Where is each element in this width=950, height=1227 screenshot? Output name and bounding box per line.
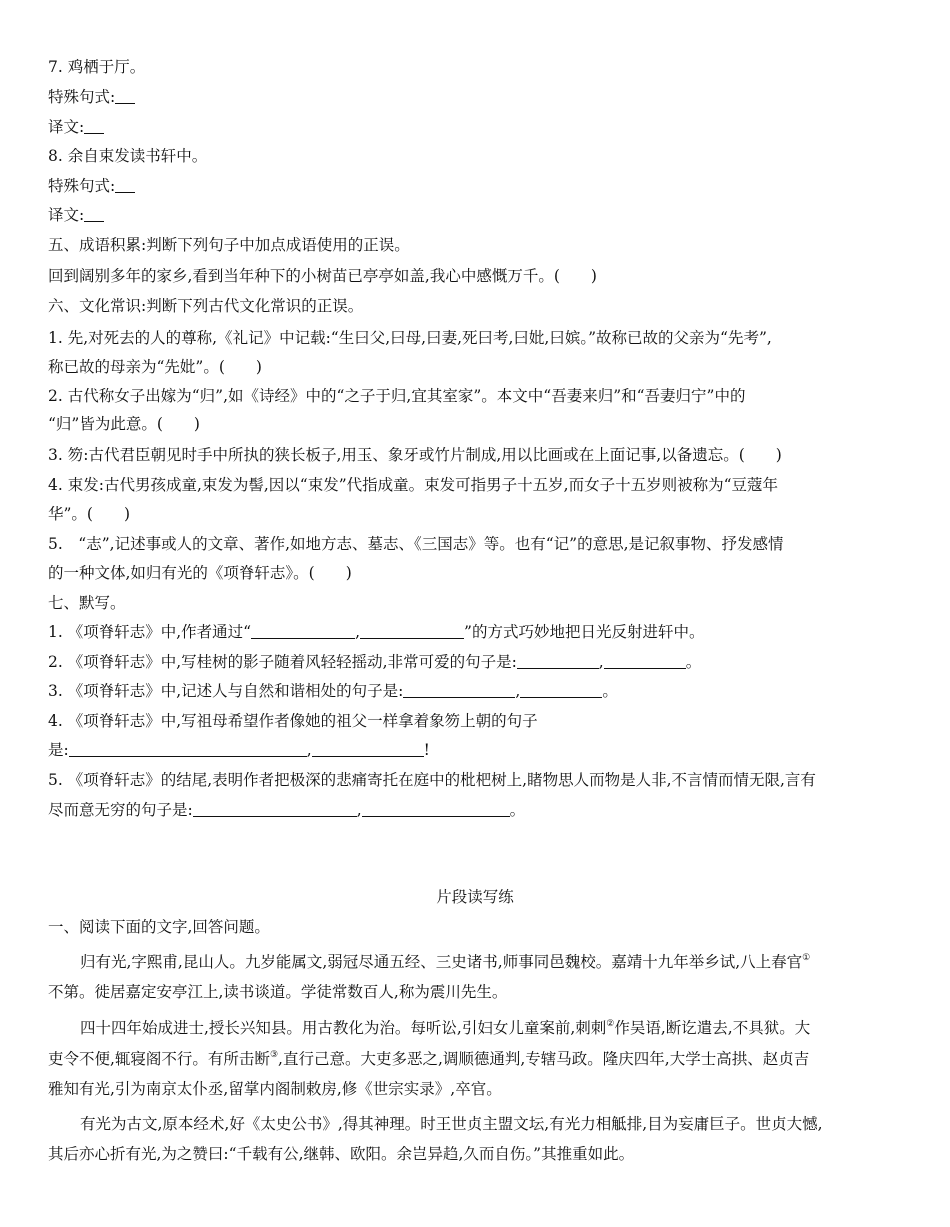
- dictation-5-blank-b[interactable]: [362, 802, 510, 817]
- dictation-3-blank-b[interactable]: [520, 683, 602, 698]
- passage-p2-line1: [80, 1018, 810, 1038]
- dictation-4-line2: [48, 740, 430, 760]
- dictation-4-blank-b[interactable]: [312, 742, 424, 757]
- passage-p3-line2: 其后亦心折有光,为之赞曰:“千载有公,继韩、欧阳。余岂异趋,久而自伤。”其推重如此。: [48, 1145, 635, 1163]
- q7-pattern-blank[interactable]: [115, 89, 135, 104]
- dictation-1-blank-b[interactable]: [360, 624, 464, 639]
- passage-p2-line2: [48, 1049, 809, 1069]
- q8-trans-label: 译文:: [48, 206, 85, 224]
- dictation-5-suffix: 。: [509, 801, 526, 819]
- passage-p2-line3: 雅知有光,引为南京太仆丞,留掌内阁制敕房,修《世宗实录》,卒官。: [48, 1080, 502, 1098]
- dictation-2-suffix: 。: [685, 653, 702, 671]
- section6-item1-line1: 1. 先,对死去的人的尊称,《礼记》中记载:“生曰父,曰母,曰妻,死曰考,曰妣,曰嫔。”故称已故的父亲为“先考”,: [48, 329, 772, 347]
- q8-pattern-line: [48, 176, 135, 196]
- dictation-1-sep: ,: [355, 623, 361, 641]
- q7-trans-line: [48, 117, 104, 137]
- dictation-4-suffix: !: [423, 741, 430, 759]
- dictation-3: [48, 681, 618, 701]
- dictation-3-prefix: 3. 《项脊轩志》中,记述人与自然和谐相处的句子是:: [48, 682, 404, 700]
- section6-item2-line1: 2. 古代称女子出嫁为“归”,如《诗经》中的“之子于归,宜其室家”。本文中“吾妻来归”和“吾妻归宁”中的: [48, 387, 746, 405]
- section7-heading: 七、默写。: [48, 594, 126, 612]
- dictation-3-blank-a[interactable]: [403, 683, 515, 698]
- dictation-5-sep: ,: [356, 801, 362, 819]
- footnote-2-marker: ②: [606, 1019, 615, 1029]
- section6-item5-line1: 5. “志”,记述事或人的文章、著作,如地方志、墓志、《三国志》等。也有“记”的意思,是记叙事物、抒发感情: [48, 535, 784, 553]
- dictation-5-line2: [48, 800, 525, 820]
- dictation-2: [48, 652, 701, 672]
- passage-p1-line2: 不第。徙居嘉定安亭江上,读书谈道。学徒常数百人,称为震川先生。: [48, 983, 508, 1001]
- passage-p3-line1: 有光为古文,原本经术,好《太史公书》,得其神理。时王世贞主盟文坛,有光力相觝排,目为妄庸巨子。世贞大憾,: [80, 1115, 823, 1133]
- dictation-2-prefix: 2. 《项脊轩志》中,写桂树的影子随着风轻轻摇动,非常可爱的句子是:: [48, 653, 517, 671]
- dictation-5-blank-a[interactable]: [193, 802, 357, 817]
- passage-p1-line1: [80, 952, 810, 972]
- section6-item2-line2: “归”皆为此意。( ): [48, 415, 200, 433]
- dictation-1-prefix: 1. 《项脊轩志》中,作者通过“: [48, 623, 252, 641]
- dictation-1-suffix: ”的方式巧妙地把日光反射进轩中。: [464, 623, 705, 641]
- dictation-2-blank-b[interactable]: [604, 654, 686, 669]
- q8-trans-line: [48, 205, 104, 225]
- dictation-5-prefix: 尽而意无穷的句子是:: [48, 801, 193, 819]
- q7-trans-label: 译文:: [48, 118, 85, 136]
- section6-item1-line2: 称已故的母亲为“先妣”。( ): [48, 358, 262, 376]
- q8-pattern-label: 特殊句式:: [48, 177, 116, 195]
- section6-item4-line1: 4. 束发:古代男孩成童,束发为髻,因以“束发”代指成童。束发可指男子十五岁,而女子十五岁则被称为“豆蔻年: [48, 476, 778, 494]
- dictation-4-prefix: 是:: [48, 741, 69, 759]
- dictation-1: [48, 622, 704, 642]
- q7-trans-blank[interactable]: [84, 119, 104, 134]
- section6-item4-line2: 华”。( ): [48, 505, 131, 523]
- passage-p2-line1-text-b: 作吴语,断讫遣去,不具狱。大: [614, 1019, 811, 1037]
- dictation-4-line1: 4. 《项脊轩志》中,写祖母希望作者像她的祖父一样拿着象笏上朝的句子: [48, 712, 538, 730]
- passage-p2-line2-text-a: 吏令不便,辄寝阁不行。有所击断: [48, 1050, 270, 1068]
- dictation-5-line1: 5. 《项脊轩志》的结尾,表明作者把极深的悲痛寄托在庭中的枇杷树上,睹物思人而物是人非,不言情而情无限,言有: [48, 771, 816, 789]
- footnote-3-marker: ③: [269, 1050, 279, 1060]
- passage-p2-line1-text-a: 四十四年始成进士,授长兴知县。用古教化为治。每听讼,引妇女儿童案前,刺刺: [80, 1019, 607, 1037]
- dictation-3-sep: ,: [515, 682, 521, 700]
- section6-item5-line2: 的一种文体,如归有光的《项脊轩志》。( ): [48, 564, 352, 582]
- practice-question-1: 一、阅读下面的文字,回答问题。: [48, 918, 270, 936]
- passage-p2-line2-text-b: ,直行己意。大吏多恶之,调顺德通判,专辖马政。隆庆四年,大学士高拱、赵贞吉: [278, 1050, 810, 1068]
- q7-pattern-line: [48, 87, 135, 107]
- dictation-4-blank-a[interactable]: [69, 742, 307, 757]
- section5-item: 回到阔别多年的家乡,看到当年种下的小树苗已亭亭如盖,我心中感慨万千。( ): [48, 267, 597, 285]
- q8-pattern-blank[interactable]: [115, 178, 135, 193]
- dictation-1-blank-a[interactable]: [251, 624, 355, 639]
- q7-pattern-label: 特殊句式:: [48, 88, 116, 106]
- dictation-4-sep: ,: [306, 741, 312, 759]
- q8-text: 8. 余自束发读书轩中。: [48, 147, 208, 165]
- section6-item3: 3. 笏:古代君臣朝见时手中所执的狭长板子,用玉、象牙或竹片制成,用以比画或在上面记事,以备遗忘。( ): [48, 446, 782, 464]
- footnote-1-marker: ①: [802, 953, 811, 963]
- dictation-3-suffix: 。: [602, 682, 618, 700]
- q8-trans-blank[interactable]: [84, 207, 104, 222]
- practice-title: 片段读写练: [436, 888, 514, 906]
- section5-heading: 五、成语积累:判断下列句子中加点成语使用的正误。: [48, 236, 410, 254]
- section6-heading: 六、文化常识:判断下列古代文化常识的正误。: [48, 297, 364, 315]
- dictation-2-sep: ,: [598, 653, 604, 671]
- q7-text: 7. 鸡栖于厅。: [48, 58, 146, 76]
- dictation-2-blank-a[interactable]: [517, 654, 599, 669]
- passage-p1-line1-text: 归有光,字熙甫,昆山人。九岁能属文,弱冠尽通五经、三史诸书,师事同邑魏校。嘉靖十九年举乡试,八上春官: [80, 953, 803, 971]
